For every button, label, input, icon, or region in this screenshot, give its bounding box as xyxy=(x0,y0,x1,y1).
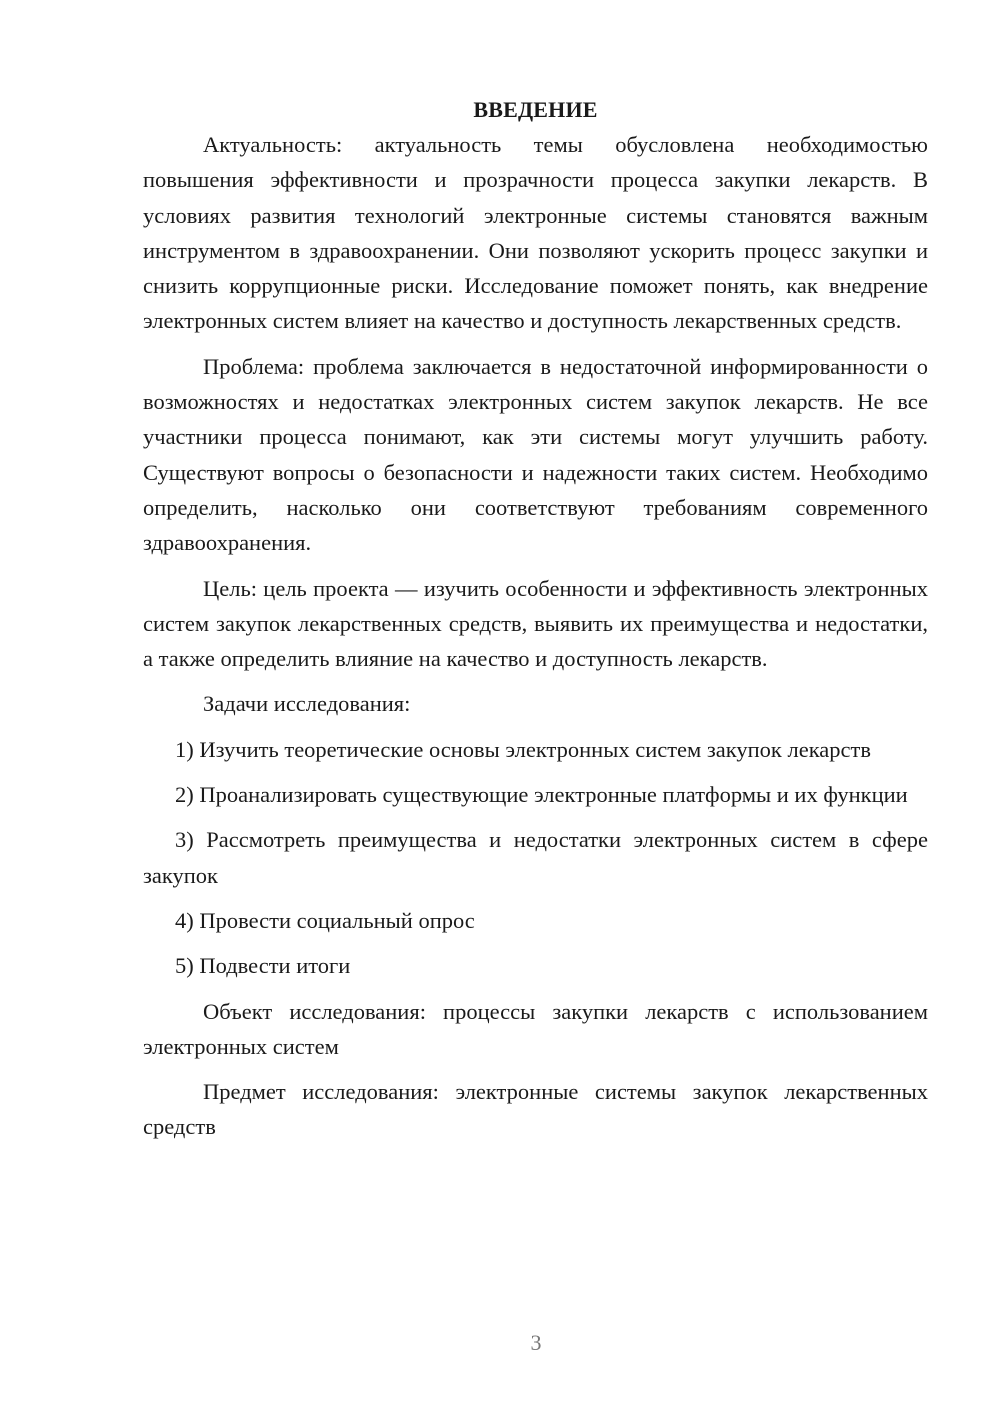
task-item: 2) Проанализировать существующие электронные платформы и их функции xyxy=(175,782,908,808)
task-item: 3) Рассмотреть преимущества и недостатки электронных систем в сфере закупок xyxy=(143,827,928,888)
goal-paragraph: Цель: цель проекта — изучить особенности и эффективность электронных систем закупок лекарственных средств, выявить их преимущества и недостатки, а также определить влияние на качество и доступность лекарств. xyxy=(143,575,928,672)
relevance-paragraph: Актуальность: актуальность темы обусловлена необходимостью повышения эффективности и прозрачности процесса закупки лекарств. В условиях развития технологий электронные системы становятся важным инструментом в здравоохранении. Они позволяют ускорить процесс закупки и снизить коррупционные риски. Исследование поможет понять, как внедрение электронных систем влияет на качество и доступность лекарственных средств. xyxy=(143,132,928,334)
task-item: 4) Провести социальный опрос xyxy=(175,907,475,933)
tasks-title: Задачи исследования: xyxy=(203,691,411,717)
object-paragraph: Объект исследования: процессы закупки лекарств с использованием электронных систем xyxy=(143,998,928,1059)
page-number: 3 xyxy=(530,1330,542,1355)
subject-paragraph: Предмет исследования: электронные системы закупок лекарственных средств xyxy=(143,1079,928,1140)
problem-paragraph: Проблема: проблема заключается в недостаточной информированности о возможностях и недостатках электронных систем закупок лекарств. Не все участники процесса понимают, как эти системы могут улучшить работу. Существуют вопросы о безопасности и надежности таких систем. Необходимо определить, насколько они соответствуют требованиям современного здравоохранения. xyxy=(143,353,928,556)
document-page xyxy=(143,93,928,1155)
page-title: ВВЕДЕНИЕ xyxy=(473,97,598,122)
task-item: 1) Изучить теоретические основы электронных систем закупок лекарств xyxy=(175,736,871,762)
task-item: 5) Подвести итоги xyxy=(175,953,351,979)
